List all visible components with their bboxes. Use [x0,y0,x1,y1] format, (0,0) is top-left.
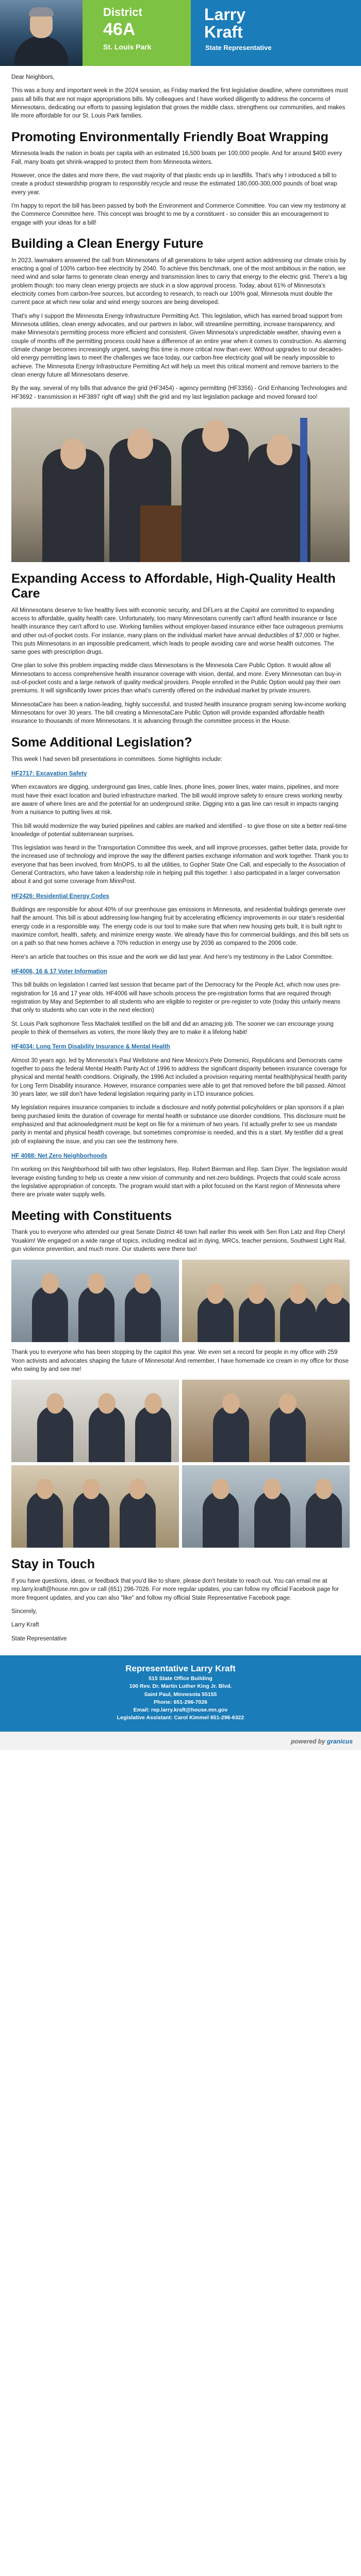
bill-body: This legislation was heard in the Transportation Committee this week, and will improve processes, gather better data, provide for the increased use of technology and improve the way the different parties exchange information and work together. Thank you to everyone that has been involved, from MnOPS, to all the utilities, to Gopher State One Call, and especially to the Association of General Contractors, who have taken a leadership role in helping pull this together. I also participated in a larger conversation about it and got some coverage from MinnPost. [11,845,349,885]
district-place: St. Louis Park [103,43,152,51]
boat-p3: I'm happy to report the bill has been passed by both the Environment and Commerce Committee. You can view my testimony at the Commerce Committee here. This concept was brought to me by a constituent - so consider this an encouragement to engage with your ideas for a bill! [11,203,346,226]
bill-body: When excavators are digging, underground gas lines, cable lines, phone lines, power lines, water mains, pipelines, and more must have their exact location and buried infrastructure marked. The bill would improve safety to ensure crews working nearby are aware of where lines are and the potential for an underground strike. Digging into a gas line can result in impacts ranging from a nuisance to putting lives at risk. [11,784,342,816]
boat-heading: Promoting Environmentally Friendly Boat Wrapping [11,129,329,144]
health-heading: Expanding Access to Affordable, High-Quality Health Care [11,571,336,601]
boat-p1: Minnesota leads the nation in boats per capita with an estimated 16,500 boats per 100,000 people. And for around $400 every Fall, many boats get shrink-wrapped to protect them from Minnesota winters. [11,150,342,165]
photo [11,1380,179,1462]
bill-body: Buildings are responsible for about 40% of our greenhouse gas emissions in Minnesota, and residential buildings generate over half the amount. This bill is about addressing low-hanging fruit by accelerating efficiency improvements in our state's residential energy code in a responsible way. The energy code is our tool to make sure that when new housing gets built, it is built right to maximize comfort, health, safety, and minimize energy waste. We already have this for commercial buildings, and this bill sets us on a path so that new homes achieve a 70% reduction in energy use by 2036 as compared to the 2006 code. [11,907,349,947]
health-p3: MinnesotaCare has been a nation-leading, highly successful, and trusted health insurance program serving low-income working Minnesotans for over 30 years. The bill creating a MinnesotaCare Public Option will provide expanded affordable health insurance to thousands of more Minnesotans. It is advancing through the committee process in the House. [11,701,346,725]
legislation-intro: This week I had seven bill presentations in committees. Some highlights include: [11,756,223,762]
rep-first-name: Larry [204,5,246,24]
district-block [83,0,191,66]
energy-p3: By the way, several of my bills that advance the grid (HF3454) - agency permitting (HF3356) - Grid Enhancing Technologies and HF3692 - transmission in HF3897 right off way) shift the grid and my last legislation package and moved forward too! [11,385,347,400]
bill-title-link[interactable]: HF2426: Residential Energy Codes [11,893,109,900]
meeting-p2: Thank you to everyone who has been stopping by the capitol this year. We even set a record for people in my office with 259 Yoon activists and advocates shaping the future of Minnesota! And remember, I have homemade ice cream in my office for those who swing by and see me! [11,1349,349,1373]
footer-line: Saint Paul, Minnesota 55155 [144,1691,217,1698]
district-word: District [103,6,142,19]
footer [0,1655,361,1731]
photo [11,1260,179,1342]
powered-bar [0,1732,361,1750]
legislation-heading: Some Additional Legislation? [11,735,192,750]
bill-body: This bill would modernize the way buried pipelines and cables are marked and identified - to give those on site a better real-time knowledge of potential subterranean surprises. [11,823,347,838]
rep-title: State Representative [205,44,272,52]
meeting-p1: Thank you to everyone who attended our great Senate District 46 town hall earlier this week with Sen Ron Latz and Rep Cheryl Youakim! We engaged on a wide range of topics, including medical aid in dying, MRCs, teacher pensions, Southwest Light Rail, gun violence prevention, and much more. Our students were there too! [11,1229,346,1253]
district-number: 46A [103,20,136,39]
representative-photo [0,0,83,66]
photo [182,1260,350,1342]
bill-title-link[interactable]: HF2717: Excavation Safety [11,770,87,777]
photo [182,1465,350,1548]
footer-line: 515 State Office Building [149,1675,212,1682]
boat-p2: However, once the dates and more there, the vast majority of that plastic ends up in landfills. That's why I introduced a bill to create a product stewardship program to responsibly recycle and reuse the estimated 180,000-300,000 pounds of boat wrap every year. [11,173,337,196]
intro-paragraph: This was a busy and important week in the 2024 session, as Friday marked the first legislative deadline, where committees must pass all bills that are not major appropriations bills. My colleagues and I have worked diligently to address the concerns of Minnesotans, dedicating our efforts to passing legislation that grows the middle class, strengthens our communities, and makes life more affordable for our St. Louis Park families. [11,88,348,120]
health-p2: One plan to solve this problem impacting middle class Minnesotans is the Minnesota Care Public Option. It would allow all Minnesotans to access comprehensive health insurance coverage with vision, dental, and more. Every Minnesotan can buy-in out-of-pocket costs and a large network of quality medical providers. People enrolled in the Public Option would pay their own premiums. It will significantly lower prices than what's currently offered on the individual market by private insurers. [11,663,341,694]
rep-last-name: Kraft [204,22,243,41]
meeting-heading: Meeting with Constituents [11,1208,172,1223]
closing: Sincerely, [11,1608,37,1615]
touch-heading: Stay in Touch [11,1557,95,1572]
bill-body: Here's an article that touches on this issue and the work we did last year. And here's my testimony in the Labor Committee. [11,954,334,960]
greeting: Dear Neighbors, [11,74,55,80]
bill-body: I'm working on this Neighborhood bill with two other legislators, Rep. Robert Bierman and Rep. Sam Diyer. The legislation would leverage existing funding to help us create a new vision of community and net-zero buildings. Projects that could scale across the legislative appropriation of concepts. The program would start with a pilot focused on the Karst region of Minnesota where there are private water supply wells. [11,1166,347,1198]
touch-p1: If you have questions, ideas, or feedback that you'd like to share, please don't hesitate to reach out. You can email me at rep.larry.kraft@house.mn.gov or call (651) 296-7026. For more regular updates, you can follow my official Facebook page for more frequent updates, and you can also "like" and follow my official State Representative Facebook page. [11,1578,339,1601]
bill-body: My legislation requires insurance companies to include a disclosure and notify potential policyholders or plan sponsors if a plan being purchased limits the duration of coverage for mental health or substance use disorder conditions. This disclosure must be emphasized and that acknowledgment must be kept on file for a minimum of two years. I'd actually prefer to see us mandate parity in mental and physical health coverage, but sometimes compromise is needed, and this is a start. My testifier did a great job of explaining the issue, and you can see the testimony here. [11,1105,346,1145]
bill-body: St. Louis Park sophomore Tess Machalek testified on the bill and did an amazing job. The sooner we can encourage young people to think of themselves as voters, the more likely they are to make it a lifelong habit! [11,1021,334,1036]
sign-name: Larry Kraft [11,1622,39,1629]
town-hall-photos [11,1260,350,1342]
photo [11,1465,179,1548]
rep-name [204,6,245,41]
powered-by[interactable] [291,1737,353,1746]
energy-p1: In 2023, lawmakers answered the call from Minnesotans of all generations to take urgent action addressing our climate crisis by enacting a goal of 100% carbon-free electricity by 2040. To achieve this benchmark, one of the most ambitious in the nation, we need wind and solar farms to generate clean energy and transmission lines to carry that energy to the electric grid. There's a big problem though: too many clean energy projects are stuck in a slow approval process. Today, about 61% of Minnesota's electricity comes from carbon-free sources, but according to research, to reach our 100% goal, Minnesota must double the current pace at which new solar and wind energy sources are being developed. [11,257,347,306]
header-banner [0,0,361,66]
bill-title-link[interactable]: HF4006, 16 & 17 Voter Information [11,969,107,975]
bill-title-link[interactable]: HF4034: Long Term Disability Insurance & Mental Health [11,1044,170,1050]
footer-line: 100 Rev. Dr. Martin Luther King Jr. Blvd. [129,1683,232,1690]
press-conference-photo [11,408,350,562]
health-p1: All Minnesotans deserve to live healthy lives with economic security, and DFLers at the Capitol are committed to expanding access to affordable, quality health care. Unfortunately, too many Minnesotans currently can't afford health insurance or face health insurance they can't afford to use. Working families without employer-based insurance either face outrageous premiums and other out-of-pocket costs. For instance, many plans on the individual market have annual deductibles of $7,000 or higher. This puts Minnesotans in an impossible predicament, which leads to people avoiding care and worse health outcomes. The same goes with prescription drugs. [11,607,343,656]
bill-title-link[interactable]: HF 4088: Net Zero Neighborhoods [11,1153,107,1159]
footer-assistant: Legislative Assistant: Carol Kimmel 651-296-6322 [117,1715,244,1721]
energy-p2: That's why I support the Minnesota Energy Infrastructure Permitting Act. This legislation, which has earned broad support from Minnesota utilities, clean energy advocates, and our partners in labor, will streamline permitting, increase transparency, and make Minnesota's permitting process more efficient and consistent. Given Minnesota's unpredictable weather, shaving even a couple of months off the permitting process could have a difference of an entire year when it comes to construction. As alarming climate change becomes increasingly urgent, saving this time is more critical now than ever. Without upgrades to our decades-old energy permitting laws to meet the challenges we face today, our carbon-free electricity goal will be nearly impossible to achieve. The Minnesota Energy Infrastructure Permitting Act will help us meet this critical moment and remove barriers to the clean energy future all Minnesotans deserve. [11,313,347,379]
granicus-logo: granicus [326,1737,353,1745]
powered-prefix: powered by [290,1737,325,1745]
bill-body: Almost 30 years ago, led by Minnesota's Paul Wellstone and New Mexico's Pete Domenici, Republicans and Democrats came together to pass the federal Mental Health Parity Act of 1996 to address the significant disparity between insurance coverage for physical and mental health conditions. Originally, the 1996 Act included a provision requiring mental health/physical health parity for Long Term Disability insurance. However, insurance companies were able to get that removed before the bill passed. Almost 30 years later, we still don't have federal legislation requiring parity in LTD insurance policies. [11,1057,347,1098]
footer-phone: Phone: 651-296-7026 [154,1699,207,1705]
capitol-visit-photos [11,1380,350,1548]
footer-title: Representative Larry Kraft [125,1664,236,1674]
bill-body: This bill builds on legislation I carried last session that became part of the Democracy for the People Act, which now uses pre-registration for 16 and 17 year olds. HF4006 will have schools process the pre-registration forms that are required through registration by May and September to all students who are eligible to register or pre-register to vote (today this unfairly means that only to students who can vote in the next election) [11,982,341,1014]
energy-heading: Building a Clean Energy Future [11,236,204,251]
photo [182,1380,350,1462]
footer-email[interactable]: Email: rep.larry.kraft@house.mn.gov [133,1707,228,1714]
sign-title: State Representative [11,1635,67,1642]
